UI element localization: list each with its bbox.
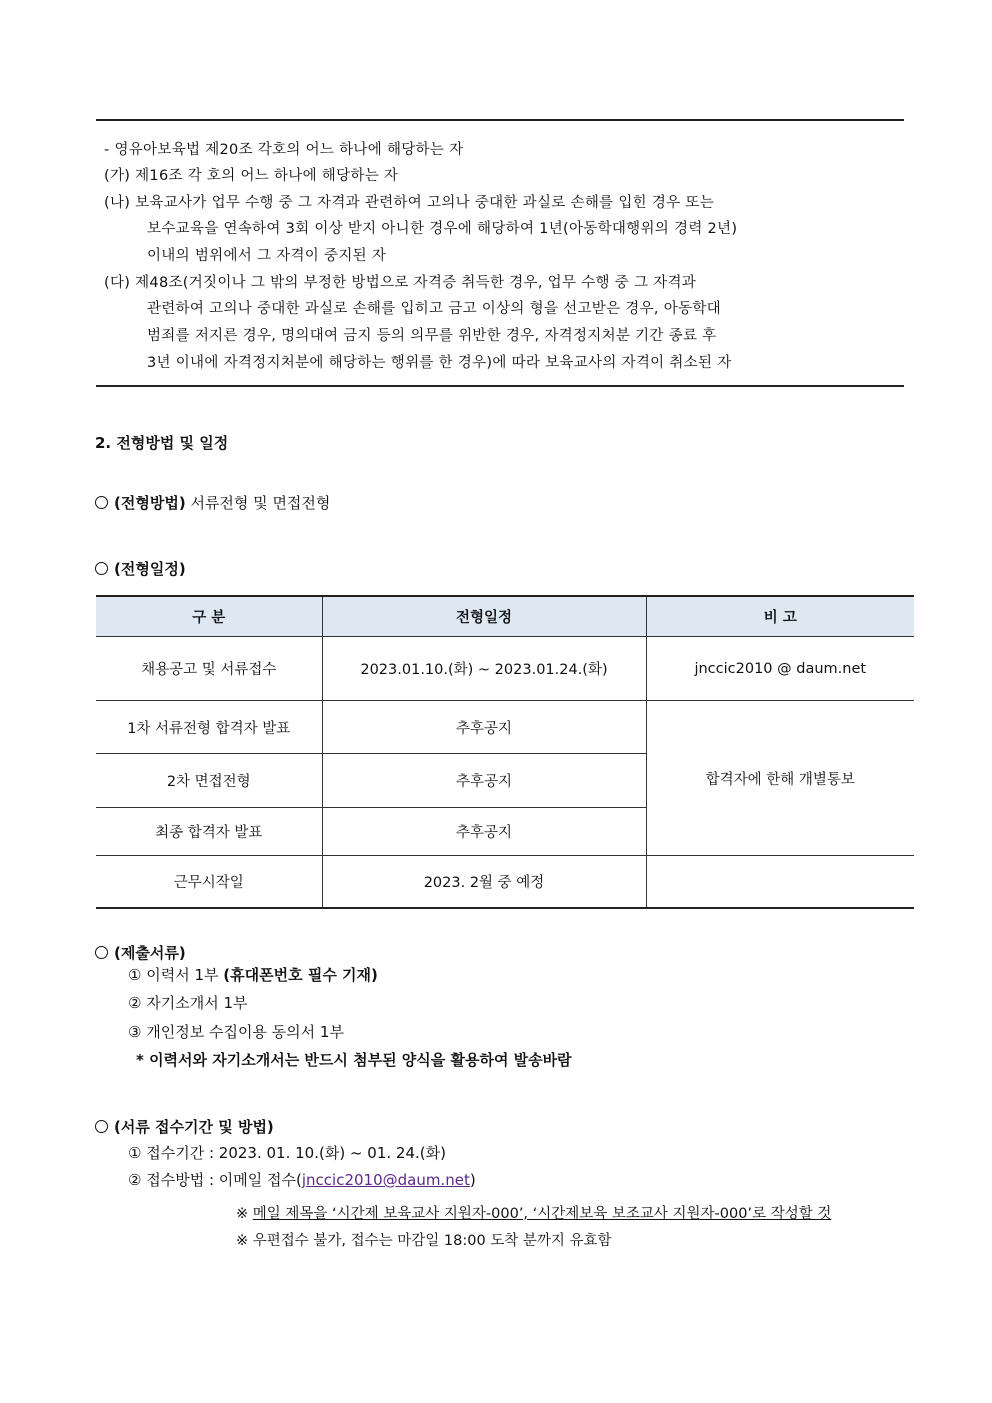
row-category: 채용공고 및 서류접수 (96, 637, 322, 701)
submission-note (236, 1229, 612, 1250)
document-item (128, 1021, 344, 1042)
header-note: 비 고 (646, 596, 914, 637)
reference-mark: ※ (236, 1206, 249, 1222)
disq-line-6: 관련하여 고의나 중대한 과실로 손해를 입히고 금고 이상의 형을 선고받은 경우, 아동학대 (147, 301, 721, 317)
row-category: 1차 서류전형 합격자 발표 (96, 701, 322, 754)
item-text: 개인정보 수집이용 동의서 1부 (146, 1023, 344, 1041)
method-line (95, 492, 330, 513)
method-label: (전형방법) (114, 494, 186, 512)
table-header-row (96, 596, 914, 637)
disq-line-3: 보수교육을 연속하여 3회 이상 받지 아니한 경우에 해당하여 1년(아동학대행위의 경력 2년) (147, 221, 738, 237)
row-category: 근무시작일 (96, 856, 322, 908)
schedule-heading (95, 558, 186, 579)
document-item (128, 992, 248, 1013)
note-text: 메일 제목을 ‘시간제 보육교사 지원자-000’, ‘시간제보육 보조교사 지원자-000’로 작성할 것 (252, 1206, 832, 1222)
circle-bullet-icon (95, 1120, 108, 1133)
submission-period (128, 1142, 446, 1163)
disq-line-5: (다) 제48조(거짓이나 그 밖의 부정한 방법으로 자격증 취득한 경우, 업무 수행 중 그 자격과 (104, 275, 697, 291)
submission-note (236, 1202, 831, 1223)
row-note-merged: 합격자에 한해 개별통보 (646, 701, 914, 856)
note-text: 우편접수 불가, 접수는 마감일 18:00 도착 분까지 유효함 (252, 1233, 612, 1249)
period-text: 접수기간 : 2023. 01. 10.(화) ~ 01. 24.(화) (146, 1144, 446, 1162)
documents-label: (제출서류) (114, 944, 186, 962)
row-note (646, 856, 914, 908)
schedule-label: (전형일정) (114, 560, 186, 578)
item-number: ③ (128, 1023, 142, 1041)
method-prefix: 접수방법 : 이메일 접수( (146, 1171, 302, 1189)
email-link[interactable]: jnccic2010@daum.net (301, 1171, 470, 1189)
row-date: 2023. 2월 중 예정 (322, 856, 646, 908)
row-date: 추후공지 (322, 754, 646, 808)
disq-line-7: 범죄를 저지른 경우, 명의대여 금지 등의 의무를 위반한 경우, 자격정지처분 기간 종료 후 (147, 328, 717, 344)
header-category: 구 분 (96, 596, 322, 637)
row-category: 2차 면접전형 (96, 754, 322, 808)
submission-heading (95, 1116, 274, 1137)
item-number: ① (128, 966, 142, 984)
disq-line-8: 3년 이내에 자격정지처분에 해당하는 행위를 한 경우)에 따라 보육교사의 자격이 취소된 자 (147, 355, 732, 371)
section-title: 2. 전형방법 및 일정 (95, 434, 229, 452)
documents-note: * 이력서와 자기소개서는 반드시 첨부된 양식을 활용하여 발송바람 (136, 1051, 572, 1069)
item-text: 이력서 1부 (146, 966, 219, 984)
disq-line-0: - 영유아보육법 제20조 각호의 어느 하나에 해당하는 자 (104, 142, 464, 158)
document-item (128, 964, 378, 985)
method-suffix: ) (469, 1171, 476, 1189)
documents-heading (95, 942, 186, 963)
item-text: 자기소개서 1부 (146, 994, 248, 1012)
table-row (96, 637, 914, 701)
item-number: ① (128, 1144, 142, 1162)
row-date: 추후공지 (322, 808, 646, 856)
bottom-rule (96, 385, 904, 387)
header-date: 전형일정 (322, 596, 646, 637)
row-note: jnccic2010 @ daum.net (646, 637, 914, 701)
table-row (96, 856, 914, 908)
row-date: 추후공지 (322, 701, 646, 754)
disq-line-1: (가) 제16조 각 호의 어느 하나에 해당하는 자 (104, 168, 399, 184)
circle-bullet-icon (95, 562, 108, 575)
submission-label: (서류 접수기간 및 방법) (114, 1118, 274, 1136)
reference-mark: ※ (236, 1233, 249, 1249)
schedule-table (96, 595, 914, 909)
row-date: 2023.01.10.(화) ~ 2023.01.24.(화) (322, 637, 646, 701)
disq-line-2: (나) 보육교사가 업무 수행 중 그 자격과 관련하여 고의나 중대한 과실로 손해를 입힌 경우 또는 (104, 195, 714, 211)
disq-line-4: 이내의 범위에서 그 자격이 중지된 자 (147, 248, 387, 264)
circle-bullet-icon (95, 496, 108, 509)
table-row (96, 701, 914, 754)
item-number: ② (128, 994, 142, 1012)
item-number: ② (128, 1171, 142, 1189)
method-text: 서류전형 및 면접전형 (190, 494, 331, 512)
top-rule (96, 119, 904, 121)
row-category: 최종 합격자 발표 (96, 808, 322, 856)
submission-method (128, 1169, 476, 1190)
item-bold-note: (휴대폰번호 필수 기재) (223, 966, 378, 984)
circle-bullet-icon (95, 946, 108, 959)
